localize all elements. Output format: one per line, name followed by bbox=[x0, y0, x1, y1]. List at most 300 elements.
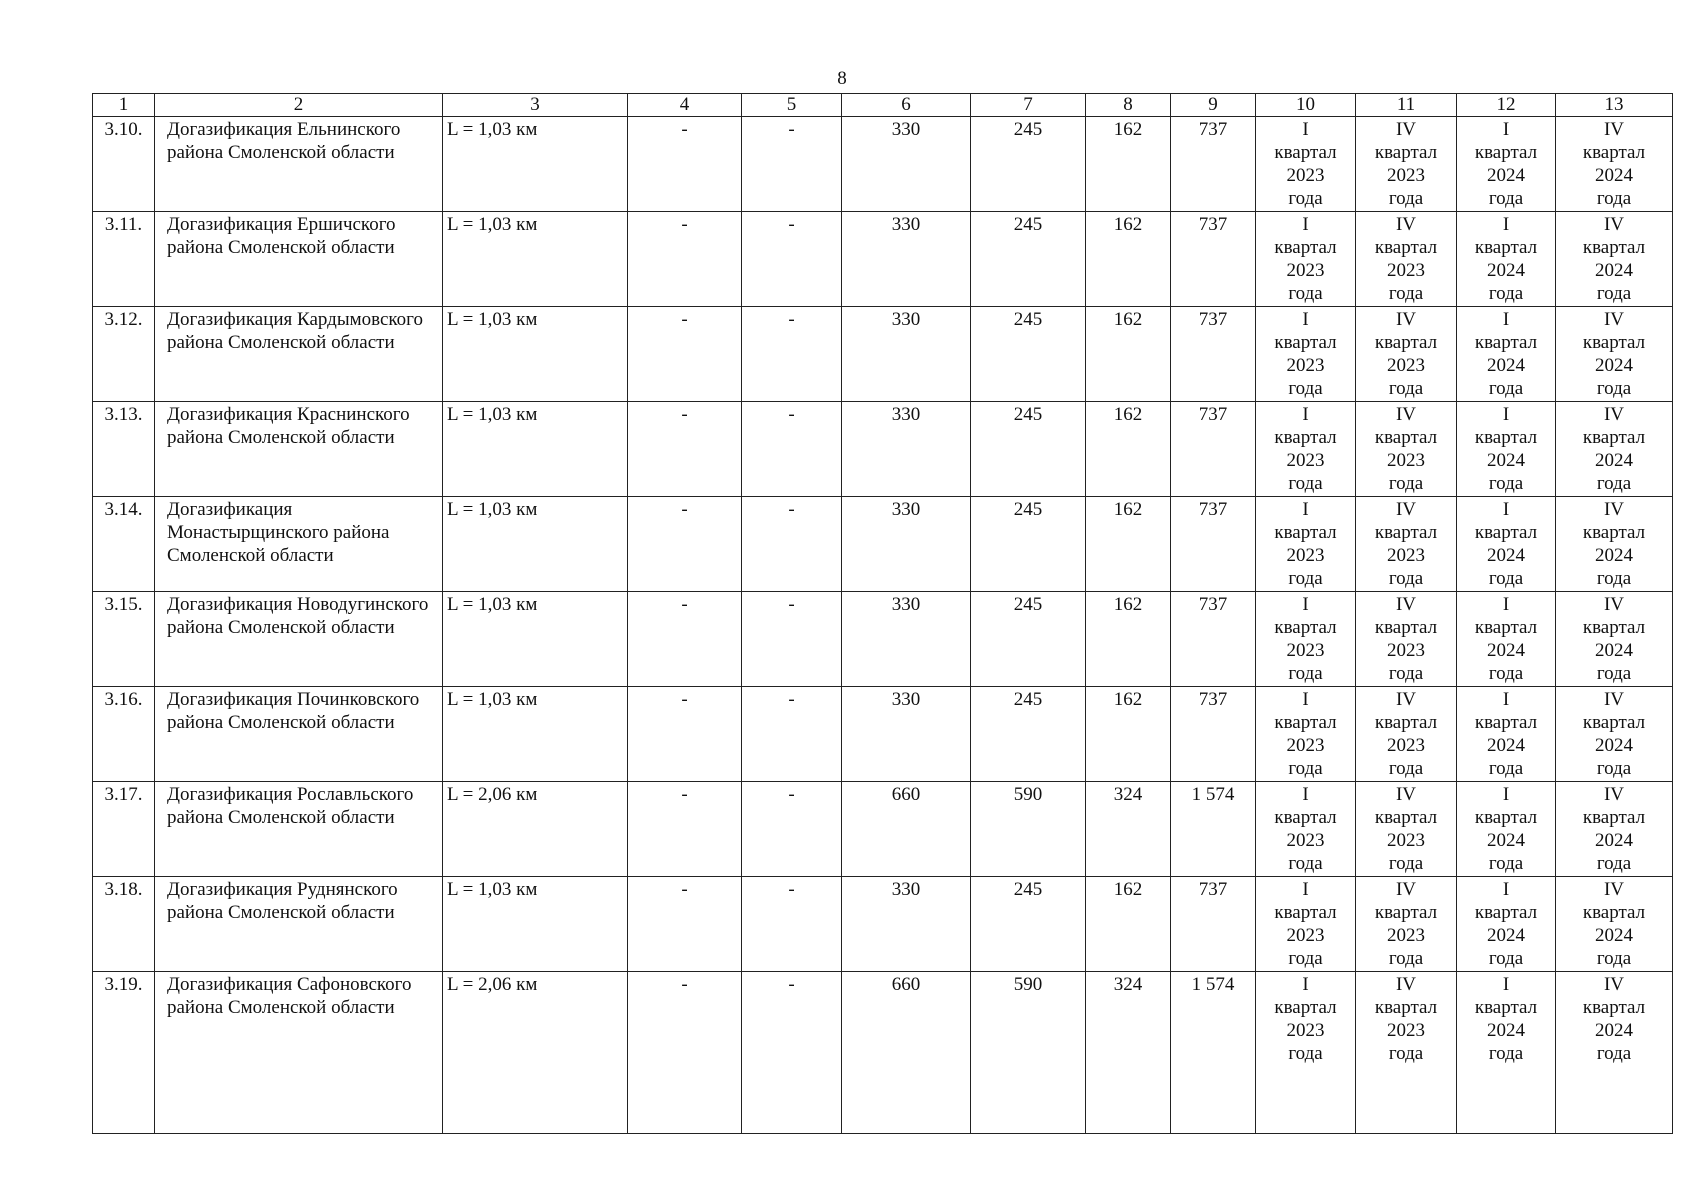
period-line: года bbox=[1388, 473, 1424, 494]
period-line: I bbox=[1502, 404, 1510, 425]
row-number: 3.10. bbox=[93, 117, 155, 212]
period-line: 2023 bbox=[1387, 925, 1425, 946]
period-line: 2023 bbox=[1286, 260, 1325, 281]
period-line: квартал bbox=[1474, 427, 1538, 448]
period-line: 2023 bbox=[1286, 830, 1325, 851]
period-line: квартал bbox=[1474, 807, 1538, 828]
period-c13 bbox=[1556, 972, 1673, 1134]
row-number: 3.13. bbox=[93, 402, 155, 497]
column-header-2: 2 bbox=[155, 94, 443, 117]
table-row bbox=[93, 972, 1673, 1134]
cell-col6: 330 bbox=[842, 592, 971, 687]
period-line: года bbox=[1488, 188, 1524, 209]
period-line: квартал bbox=[1474, 522, 1538, 543]
table-row bbox=[93, 687, 1673, 782]
table-row bbox=[93, 782, 1673, 877]
period-line: года bbox=[1596, 758, 1632, 779]
period-line: квартал bbox=[1474, 142, 1538, 163]
period-line: 2024 bbox=[1595, 925, 1633, 946]
period-line: квартал bbox=[1474, 237, 1538, 258]
period-line: квартал bbox=[1274, 142, 1337, 163]
period-c11 bbox=[1356, 972, 1457, 1134]
row-number: 3.14. bbox=[93, 497, 155, 592]
period-line: 2024 bbox=[1595, 165, 1633, 186]
row-number: 3.18. bbox=[93, 877, 155, 972]
period-line: IV bbox=[1395, 214, 1417, 235]
period-line: I bbox=[1302, 879, 1309, 900]
period-c11 bbox=[1356, 212, 1457, 307]
cell-col4: - bbox=[628, 687, 742, 782]
cell-col8: 162 bbox=[1086, 212, 1171, 307]
period-line: года bbox=[1388, 853, 1424, 874]
period-line: года bbox=[1288, 378, 1323, 399]
pipeline-length: L = 1,03 км bbox=[443, 117, 628, 212]
cell-col5: - bbox=[742, 687, 842, 782]
cell-col7: 590 bbox=[971, 782, 1086, 877]
table-row bbox=[93, 117, 1673, 212]
cell-col9: 737 bbox=[1171, 497, 1256, 592]
cell-col5: - bbox=[742, 117, 842, 212]
cell-col5: - bbox=[742, 592, 842, 687]
period-line: квартал bbox=[1274, 522, 1337, 543]
column-header-11: 11 bbox=[1356, 94, 1457, 117]
pipeline-length: L = 1,03 км bbox=[443, 497, 628, 592]
period-line: I bbox=[1502, 974, 1510, 995]
period-line: I bbox=[1502, 214, 1510, 235]
cell-col7: 245 bbox=[971, 307, 1086, 402]
column-header-7: 7 bbox=[971, 94, 1086, 117]
period-line: года bbox=[1288, 473, 1323, 494]
cell-col7: 245 bbox=[971, 402, 1086, 497]
period-line: 2023 bbox=[1387, 450, 1425, 471]
cell-col9: 737 bbox=[1171, 402, 1256, 497]
object-name: Догазификация Ельнинского района Смоленской области bbox=[155, 117, 443, 212]
period-c11 bbox=[1356, 402, 1457, 497]
period-line: года bbox=[1488, 948, 1524, 969]
table-row bbox=[93, 212, 1673, 307]
cell-col8: 162 bbox=[1086, 877, 1171, 972]
period-line: I bbox=[1302, 974, 1309, 995]
cell-col4: - bbox=[628, 972, 742, 1134]
period-line: 2023 bbox=[1387, 545, 1425, 566]
object-name: Догазификация Рославльского района Смоленской области bbox=[155, 782, 443, 877]
period-line: I bbox=[1302, 214, 1309, 235]
period-c12 bbox=[1457, 687, 1556, 782]
period-line: года bbox=[1596, 378, 1632, 399]
column-header-1: 1 bbox=[93, 94, 155, 117]
period-line: I bbox=[1502, 119, 1510, 140]
cell-col6: 330 bbox=[842, 117, 971, 212]
period-line: 2024 bbox=[1595, 260, 1633, 281]
table-body bbox=[93, 117, 1673, 1134]
period-c11 bbox=[1356, 117, 1457, 212]
period-line: квартал bbox=[1582, 522, 1646, 543]
period-line: года bbox=[1488, 283, 1524, 304]
period-line: 2024 bbox=[1487, 545, 1525, 566]
period-line: IV bbox=[1603, 974, 1625, 995]
period-line: 2023 bbox=[1387, 165, 1425, 186]
period-line: года bbox=[1596, 663, 1632, 684]
cell-col7: 245 bbox=[971, 877, 1086, 972]
period-line: квартал bbox=[1274, 997, 1337, 1018]
period-line: квартал bbox=[1582, 617, 1646, 638]
period-line: квартал bbox=[1582, 332, 1646, 353]
cell-col9: 737 bbox=[1171, 117, 1256, 212]
row-number: 3.15. bbox=[93, 592, 155, 687]
period-line: года bbox=[1388, 758, 1424, 779]
row-number: 3.12. bbox=[93, 307, 155, 402]
period-line: года bbox=[1488, 663, 1524, 684]
cell-col5: - bbox=[742, 782, 842, 877]
cell-col6: 660 bbox=[842, 972, 971, 1134]
pipeline-length: L = 2,06 км bbox=[443, 972, 628, 1134]
period-line: IV bbox=[1603, 689, 1625, 710]
period-c13 bbox=[1556, 212, 1673, 307]
table-row bbox=[93, 592, 1673, 687]
period-line: 2024 bbox=[1487, 640, 1525, 661]
period-line: IV bbox=[1603, 879, 1625, 900]
period-line: года bbox=[1288, 1043, 1323, 1064]
column-header-3: 3 bbox=[443, 94, 628, 117]
period-line: 2023 bbox=[1286, 165, 1325, 186]
object-name: Догазификация Новодугинского района Смоленской области bbox=[155, 592, 443, 687]
period-line: квартал bbox=[1374, 712, 1438, 733]
cell-col5: - bbox=[742, 402, 842, 497]
period-line: квартал bbox=[1374, 332, 1438, 353]
period-c10 bbox=[1256, 497, 1356, 592]
period-c10 bbox=[1256, 307, 1356, 402]
period-line: 2024 bbox=[1487, 450, 1525, 471]
cell-col4: - bbox=[628, 782, 742, 877]
period-line: IV bbox=[1603, 594, 1625, 615]
period-line: квартал bbox=[1582, 237, 1646, 258]
cell-col8: 162 bbox=[1086, 307, 1171, 402]
page-number: 8 bbox=[837, 68, 847, 89]
period-line: года bbox=[1288, 283, 1323, 304]
period-line: 2024 bbox=[1487, 165, 1525, 186]
header-row bbox=[93, 94, 1673, 117]
period-c12 bbox=[1457, 782, 1556, 877]
cell-col6: 330 bbox=[842, 307, 971, 402]
period-line: I bbox=[1302, 499, 1309, 520]
period-c10 bbox=[1256, 402, 1356, 497]
cell-col9: 737 bbox=[1171, 307, 1256, 402]
period-line: 2023 bbox=[1286, 925, 1325, 946]
period-line: квартал bbox=[1582, 142, 1646, 163]
period-line: I bbox=[1502, 689, 1510, 710]
period-line: года bbox=[1488, 758, 1524, 779]
period-line: I bbox=[1302, 689, 1309, 710]
period-line: года bbox=[1288, 948, 1323, 969]
period-line: квартал bbox=[1374, 142, 1438, 163]
period-line: 2023 bbox=[1387, 355, 1425, 376]
cell-col6: 330 bbox=[842, 687, 971, 782]
cell-col4: - bbox=[628, 592, 742, 687]
cell-col5: - bbox=[742, 307, 842, 402]
pipeline-length: L = 1,03 км bbox=[443, 592, 628, 687]
period-line: 2024 bbox=[1487, 355, 1525, 376]
period-c11 bbox=[1356, 592, 1457, 687]
period-line: квартал bbox=[1374, 617, 1438, 638]
period-line: 2024 bbox=[1595, 355, 1633, 376]
period-c13 bbox=[1556, 497, 1673, 592]
cell-col9: 737 bbox=[1171, 212, 1256, 307]
cell-col8: 162 bbox=[1086, 117, 1171, 212]
period-line: года bbox=[1288, 188, 1323, 209]
period-line: 2023 bbox=[1387, 260, 1425, 281]
cell-col5: - bbox=[742, 972, 842, 1134]
period-line: IV bbox=[1395, 309, 1417, 330]
period-line: квартал bbox=[1274, 617, 1337, 638]
period-line: 2024 bbox=[1487, 1020, 1525, 1041]
period-line: IV bbox=[1395, 879, 1417, 900]
period-line: 2024 bbox=[1487, 735, 1525, 756]
column-header-8: 8 bbox=[1086, 94, 1171, 117]
object-name: Догазификация Руднянского района Смоленской области bbox=[155, 877, 443, 972]
period-line: квартал bbox=[1374, 522, 1438, 543]
period-line: IV bbox=[1395, 119, 1417, 140]
column-header-4: 4 bbox=[628, 94, 742, 117]
period-c12 bbox=[1457, 972, 1556, 1134]
period-line: года bbox=[1596, 853, 1632, 874]
period-line: квартал bbox=[1274, 427, 1337, 448]
period-line: квартал bbox=[1474, 617, 1538, 638]
object-name: Догазификация Ершичского района Смоленской области bbox=[155, 212, 443, 307]
pipeline-length: L = 1,03 км bbox=[443, 212, 628, 307]
cell-col7: 245 bbox=[971, 687, 1086, 782]
period-line: IV bbox=[1603, 784, 1625, 805]
period-c11 bbox=[1356, 497, 1457, 592]
period-line: 2024 bbox=[1487, 260, 1525, 281]
period-c13 bbox=[1556, 307, 1673, 402]
row-number: 3.19. bbox=[93, 972, 155, 1134]
period-line: 2023 bbox=[1286, 1020, 1325, 1041]
period-line: IV bbox=[1603, 119, 1625, 140]
cell-col9: 1 574 bbox=[1171, 782, 1256, 877]
row-number: 3.17. bbox=[93, 782, 155, 877]
period-line: 2023 bbox=[1286, 735, 1325, 756]
period-line: года bbox=[1596, 188, 1632, 209]
period-c12 bbox=[1457, 877, 1556, 972]
period-line: IV bbox=[1395, 974, 1417, 995]
cell-col7: 245 bbox=[971, 497, 1086, 592]
period-c10 bbox=[1256, 972, 1356, 1134]
column-header-10: 10 bbox=[1256, 94, 1356, 117]
period-c11 bbox=[1356, 782, 1457, 877]
period-line: года bbox=[1388, 378, 1424, 399]
cell-col8: 162 bbox=[1086, 687, 1171, 782]
period-line: года bbox=[1388, 1043, 1424, 1064]
period-line: года bbox=[1388, 948, 1424, 969]
period-line: года bbox=[1388, 188, 1424, 209]
table-row bbox=[93, 877, 1673, 972]
period-line: года bbox=[1488, 1043, 1524, 1064]
period-line: квартал bbox=[1582, 902, 1646, 923]
table-row bbox=[93, 497, 1673, 592]
cell-col9: 737 bbox=[1171, 877, 1256, 972]
cell-col4: - bbox=[628, 307, 742, 402]
period-c11 bbox=[1356, 307, 1457, 402]
period-line: года bbox=[1388, 568, 1424, 589]
period-c12 bbox=[1457, 402, 1556, 497]
period-line: I bbox=[1302, 404, 1309, 425]
period-line: квартал bbox=[1582, 427, 1646, 448]
object-name: Догазификация Краснинского района Смоленской области bbox=[155, 402, 443, 497]
period-line: квартал bbox=[1374, 807, 1438, 828]
period-line: 2023 bbox=[1387, 1020, 1425, 1041]
table-row bbox=[93, 402, 1673, 497]
object-name: Догазификация Монастырщинского района Смоленской области bbox=[155, 497, 443, 592]
pipeline-length: L = 2,06 км bbox=[443, 782, 628, 877]
cell-col7: 590 bbox=[971, 972, 1086, 1134]
period-line: I bbox=[1302, 309, 1309, 330]
period-line: IV bbox=[1395, 784, 1417, 805]
period-c13 bbox=[1556, 117, 1673, 212]
period-line: года bbox=[1488, 853, 1524, 874]
cell-col7: 245 bbox=[971, 212, 1086, 307]
period-line: 2024 bbox=[1595, 450, 1633, 471]
cell-col8: 162 bbox=[1086, 402, 1171, 497]
period-line: 2024 bbox=[1595, 1020, 1633, 1041]
cell-col9: 737 bbox=[1171, 592, 1256, 687]
period-line: 2024 bbox=[1487, 925, 1525, 946]
period-line: I bbox=[1502, 309, 1510, 330]
period-line: 2023 bbox=[1387, 735, 1425, 756]
period-line: IV bbox=[1395, 594, 1417, 615]
period-c11 bbox=[1356, 877, 1457, 972]
period-line: 2023 bbox=[1286, 450, 1325, 471]
period-line: квартал bbox=[1274, 237, 1337, 258]
period-c12 bbox=[1457, 212, 1556, 307]
period-c10 bbox=[1256, 877, 1356, 972]
period-line: 2023 bbox=[1387, 830, 1425, 851]
period-c12 bbox=[1457, 497, 1556, 592]
period-c10 bbox=[1256, 592, 1356, 687]
period-line: 2024 bbox=[1595, 830, 1633, 851]
period-line: года bbox=[1596, 948, 1632, 969]
period-line: квартал bbox=[1582, 997, 1646, 1018]
cell-col6: 330 bbox=[842, 877, 971, 972]
period-line: I bbox=[1502, 784, 1510, 805]
period-line: года bbox=[1596, 568, 1632, 589]
pipeline-length: L = 1,03 км bbox=[443, 877, 628, 972]
period-line: 2023 bbox=[1387, 640, 1425, 661]
column-header-5: 5 bbox=[742, 94, 842, 117]
cell-col8: 324 bbox=[1086, 972, 1171, 1134]
period-c11 bbox=[1356, 687, 1457, 782]
cell-col4: - bbox=[628, 402, 742, 497]
period-line: года bbox=[1596, 283, 1632, 304]
cell-col6: 660 bbox=[842, 782, 971, 877]
period-line: квартал bbox=[1374, 997, 1438, 1018]
column-header-9: 9 bbox=[1171, 94, 1256, 117]
cell-col5: - bbox=[742, 877, 842, 972]
period-c13 bbox=[1556, 687, 1673, 782]
period-line: года bbox=[1488, 473, 1524, 494]
period-line: года bbox=[1488, 568, 1524, 589]
cell-col9: 1 574 bbox=[1171, 972, 1256, 1134]
row-number: 3.11. bbox=[93, 212, 155, 307]
period-line: 2023 bbox=[1286, 640, 1325, 661]
column-header-12: 12 bbox=[1457, 94, 1556, 117]
period-line: года bbox=[1596, 473, 1632, 494]
cell-col4: - bbox=[628, 117, 742, 212]
period-line: года bbox=[1488, 378, 1524, 399]
cell-col6: 330 bbox=[842, 497, 971, 592]
period-line: квартал bbox=[1474, 902, 1538, 923]
period-line: года bbox=[1288, 853, 1323, 874]
cell-col9: 737 bbox=[1171, 687, 1256, 782]
cell-col7: 245 bbox=[971, 117, 1086, 212]
period-line: IV bbox=[1395, 499, 1417, 520]
period-line: квартал bbox=[1274, 332, 1337, 353]
period-line: квартал bbox=[1474, 332, 1538, 353]
period-line: IV bbox=[1603, 214, 1625, 235]
period-line: квартал bbox=[1274, 712, 1337, 733]
period-line: IV bbox=[1603, 404, 1625, 425]
period-line: IV bbox=[1395, 404, 1417, 425]
pipeline-length: L = 1,03 км bbox=[443, 402, 628, 497]
pipeline-length: L = 1,03 км bbox=[443, 687, 628, 782]
column-header-6: 6 bbox=[842, 94, 971, 117]
cell-col5: - bbox=[742, 497, 842, 592]
period-c10 bbox=[1256, 782, 1356, 877]
period-c13 bbox=[1556, 592, 1673, 687]
object-name: Догазификация Сафоновского района Смоленской области bbox=[155, 972, 443, 1134]
cell-col7: 245 bbox=[971, 592, 1086, 687]
period-line: года bbox=[1288, 663, 1323, 684]
period-line: 2023 bbox=[1286, 545, 1325, 566]
table-row bbox=[93, 307, 1673, 402]
period-line: I bbox=[1302, 784, 1309, 805]
period-line: года bbox=[1388, 663, 1424, 684]
period-line: I bbox=[1302, 594, 1309, 615]
period-line: I bbox=[1502, 879, 1510, 900]
period-line: года bbox=[1388, 283, 1424, 304]
period-line: 2024 bbox=[1595, 640, 1633, 661]
object-name: Догазификация Починковского района Смоленской области bbox=[155, 687, 443, 782]
period-line: IV bbox=[1603, 309, 1625, 330]
period-line: года bbox=[1596, 1043, 1632, 1064]
cell-col6: 330 bbox=[842, 212, 971, 307]
period-line: квартал bbox=[1374, 427, 1438, 448]
row-number: 3.16. bbox=[93, 687, 155, 782]
cell-col8: 162 bbox=[1086, 592, 1171, 687]
period-c12 bbox=[1457, 592, 1556, 687]
period-line: квартал bbox=[1274, 902, 1337, 923]
period-c13 bbox=[1556, 782, 1673, 877]
period-line: I bbox=[1502, 594, 1510, 615]
gasification-table bbox=[92, 93, 1673, 1134]
period-line: квартал bbox=[1374, 237, 1438, 258]
period-c12 bbox=[1457, 307, 1556, 402]
period-c13 bbox=[1556, 877, 1673, 972]
column-header-13: 13 bbox=[1556, 94, 1673, 117]
period-line: 2024 bbox=[1595, 735, 1633, 756]
cell-col6: 330 bbox=[842, 402, 971, 497]
period-line: квартал bbox=[1274, 807, 1337, 828]
period-c10 bbox=[1256, 212, 1356, 307]
period-c12 bbox=[1457, 117, 1556, 212]
period-line: квартал bbox=[1582, 712, 1646, 733]
period-line: 2024 bbox=[1487, 830, 1525, 851]
pipeline-length: L = 1,03 км bbox=[443, 307, 628, 402]
period-line: года bbox=[1288, 758, 1323, 779]
period-line: I bbox=[1502, 499, 1510, 520]
period-line: I bbox=[1302, 119, 1309, 140]
object-name: Догазификация Кардымовского района Смоленской области bbox=[155, 307, 443, 402]
period-line: квартал bbox=[1582, 807, 1646, 828]
